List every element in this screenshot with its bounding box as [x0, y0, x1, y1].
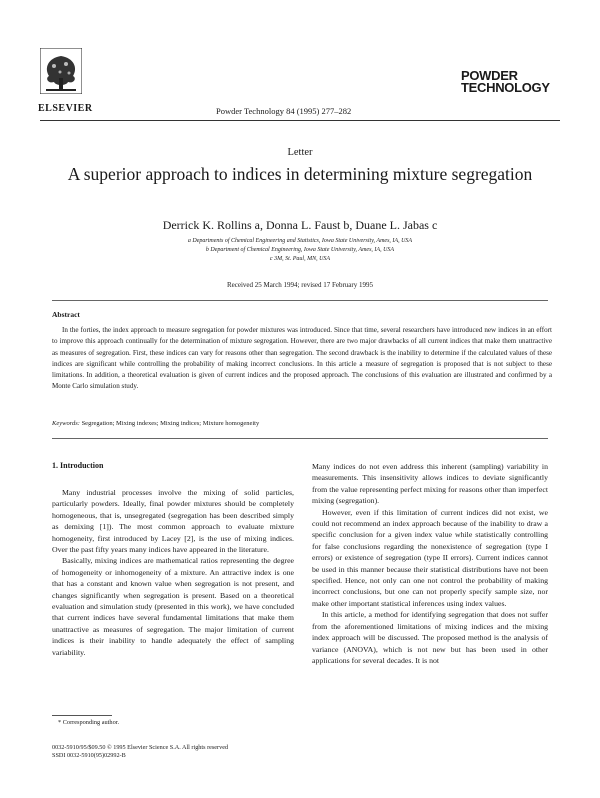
keywords — [52, 420, 259, 427]
paragraph: Basically, mixing indices are mathematical ratios representing the degree of homogeneity or inhomogeneity of a mixture. An attractive index is one that has a constant and known value when segregation is not present, and changes significantly when segregation is present. Based on a theoretical evaluation and simulation study (presented in this work), we have concluded that current indices have several fundamental limitations that make them unattractive as measures of segregation. The major limitation of current indices is their inability to handle adequately the effect of sampling variability. — [52, 556, 294, 657]
footnote-rule — [52, 715, 112, 716]
paragraph: Many indices do not even address this inherent (sampling) variability in measurements. This insensitivity allows indices to deviate significantly from the value representing perfect mixing for reasons other than imperfect mixing (segregation). — [312, 462, 548, 506]
journal-logo — [461, 70, 566, 94]
header-rule — [40, 120, 560, 121]
publisher-name: ELSEVIER — [38, 103, 93, 114]
received-dates: Received 25 March 1994; revised 17 February 1995 — [227, 281, 373, 289]
paragraph: Many industrial processes involve the mixing of solid particles, particularly powders. Ideally, final powder mixtures should be completely homogeneous, that is, unsegregated (segregation has been described simply as demixing [1]). The most common approach to evaluate mixture homogeneity, first introduced by Lacey [2], is the use of mixing indices. Over the past fifty years many indices have appeared in the literature. — [52, 488, 294, 555]
copyright-line: 0032-5910/95/$09.50 © 1995 Elsevier Science S.A. All rights reserved — [52, 744, 229, 751]
paragraph: However, even if this limitation of current indices did not exist, we could not recommend an index approach because of the inability to draw a specific conclusion for a given index value while statistically controlling for false conclusions regarding the nonexistence of segregation (type I errors) or existence of segregation (type II errors). Current indices cannot be used in this manner because their statistical distributions have not been specified. Hence, not only can one not control the probability of making incorrect conclusions, but one can not properly specify sample size, nor make other important statistical inferences using index values. — [312, 507, 548, 608]
section-heading-introduction: 1. Introduction — [52, 461, 104, 470]
author-list: Derrick K. Rollins a, Donna L. Faust b, Duane L. Jabas c — [162, 218, 438, 232]
keywords-text: Segregation; Mixing indexes; Mixing indices; Mixture homogeneity — [81, 420, 260, 427]
elsevier-tree-logo — [40, 48, 82, 94]
article-title: A superior approach to indices in determining mixture segregation — [67, 164, 533, 184]
abstract-bottom-rule — [52, 438, 548, 439]
affiliation-c: c 3M, St. Paul, MN, USA — [269, 256, 331, 262]
copyright-notice — [52, 744, 302, 760]
abstract-heading: Abstract — [52, 310, 80, 319]
right-column-body — [312, 461, 548, 666]
left-column-body — [52, 487, 294, 658]
paragraph: In this article, a method for identifying segregation that does not suffer from the aforementioned limitations of mixing indices and the mixing index approach will be discussed. The proposed method is the analysis of variance (ANOVA), which is not new but has been used in other applications for several decades. It is not — [312, 610, 548, 665]
journal-citation: Powder Technology 84 (1995) 277–282 — [216, 106, 352, 116]
affiliation-a: a Departments of Chemical Engineering and Statistics, Iowa State University, Ames, IA, USA — [187, 238, 413, 244]
corresponding-author-footnote: * Corresponding author. — [58, 719, 120, 726]
abstract-top-rule — [52, 300, 548, 301]
journal-logo-line1: POWDER — [461, 68, 518, 83]
affiliation-b: b Department of Chemical Engineering, Iowa State University, Ames, IA, USA — [205, 247, 395, 253]
keywords-label: Keywords: — [52, 420, 80, 427]
journal-logo-line2: TECHNOLOGY — [461, 80, 550, 95]
abstract-text: In the forties, the index approach to measure segregation for powder mixtures was introduced. Since that time, several researchers have introduced new indices in an effort to improve this approach continually for the determination of mixture segregation. However, there are two major drawbacks of all current indices that make them unattractive as measures of segregation. First, these indices can vary for reasons other than segregation. The second drawback is the inability to determine if the calculated values of these indices are significant while controlling the probability of making incorrect conclusions. In this article a measure of segregation is proposed that is not subject to these limitations. In addition, a theoretical evaluation is given of current indices and the proposed approach. The conclusions of this evaluation are illustrated and confirmed by a Monte Carlo simulation study. — [52, 326, 552, 391]
ssdi-line: SSDI 0032-5910(95)02992-B — [52, 752, 126, 759]
section-label: Letter — [287, 147, 313, 158]
